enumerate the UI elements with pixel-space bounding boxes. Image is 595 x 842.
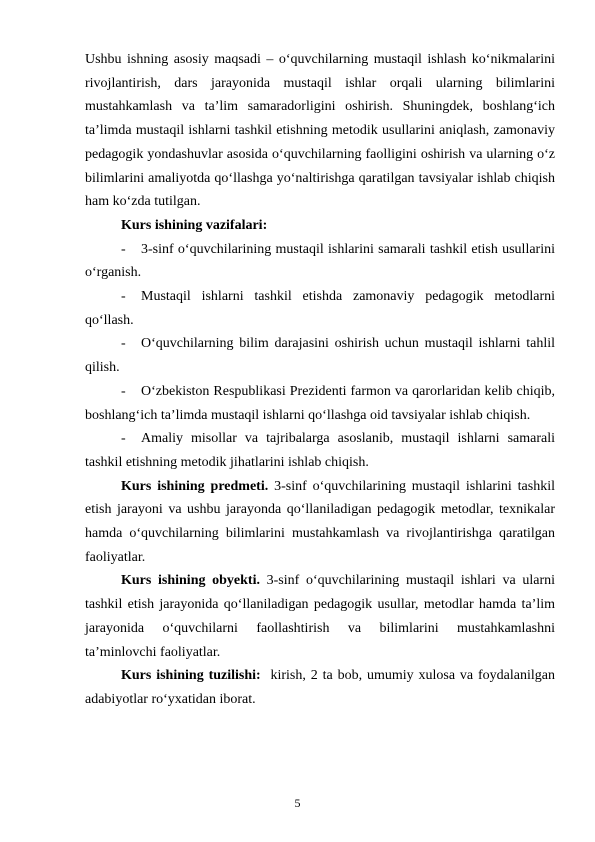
page-number: 5 xyxy=(294,796,301,810)
subject-text: 3-sinf o‘quvchilarining mustaqil ishlarini tashkil etish jarayoni va ushbu jarayonda qo‘llaniladigan pedagogik metodlar, texnikalar hamda o‘quvchilarning bilimlarini mustahkamlash va rivojlantirishga qaratilgan faoliyatlar. xyxy=(85,478,555,565)
task-text: Amaliy misollar va tajribalarga asoslanib, mustaqil ishlarni samarali tashkil etishning metodik jihatlarini ishlab chiqish. xyxy=(85,431,555,470)
task-text: 3-sinf o‘quvchilarining mustaqil ishlarini samarali tashkil etish usullarini o‘rganish. xyxy=(85,241,555,281)
dash-marker: - xyxy=(121,336,126,352)
task-text: O‘quvchilarning bilim darajasini oshirish uchun mustaqil ishlarni tahlil qilish. xyxy=(85,336,555,376)
dash-marker: - xyxy=(121,383,126,399)
subject-paragraph xyxy=(85,475,555,570)
object-text: 3-sinf o‘quvchilarining mustaqil ishlari va ularni tashkil etish jarayonida qo‘llaniladigan pedagogik usullar, metodlar hamda ta’lim jarayonida o‘quvchilarni faollashtirish va bilimlarini mustahkamlashni ta’minlovchi faoliyatlar. xyxy=(85,573,556,660)
intro-paragraph: Ushbu ishning asosiy maqsadi – o‘quvchilarning mustaqil ishlash ko‘nikmalarini rivojlantirish, dars jarayonida mustaqil ishlar orqali ularning bilimlarini mustahkamlash va ta’lim samaradorligini oshirish. Shuningdek, boshlang‘ich ta’limda mustaqil ishlarni tashkil etishning metodik usullarini aniqlash, zamonaviy pedagogik yondashuvlar asosida o‘quvchilarning faolligini oshirish va ularning o‘z bilimlarini amaliyotda qo‘llashga yo‘naltirishga qaratilgan tavsiyalar ishlab chiqish ham ko‘zda tutilgan. xyxy=(85,52,555,210)
object-paragraph xyxy=(85,569,555,664)
structure-label: Kurs ishining tuzilishi: xyxy=(121,668,261,684)
object-label: Kurs ishining obyekti. xyxy=(121,573,260,589)
task-item xyxy=(85,332,555,379)
document-body xyxy=(85,48,559,712)
tasks-heading: Kurs ishining vazifalari: xyxy=(121,217,268,233)
task-item xyxy=(85,427,555,474)
task-text: O‘zbekiston Respublikasi Prezidenti farmon va qarorlaridan kelib chiqib, boshlang‘ich ta’limda mustaqil ishlarni qo‘llashga oid tavsiyalar ishlab chiqish. xyxy=(85,383,555,423)
task-item xyxy=(85,380,555,427)
subject-label: Kurs ishining predmeti. xyxy=(121,478,269,494)
dash-marker: - xyxy=(121,289,126,305)
task-text: Mustaqil ishlarni tashkil etishda zamonaviy pedagogik metodlarni qo‘llash. xyxy=(85,289,555,328)
task-item xyxy=(85,285,555,332)
dash-marker: - xyxy=(121,431,126,447)
structure-paragraph xyxy=(85,664,559,711)
structure-text: kirish, 2 ta bob, umumiy xulosa va foydalanilgan adabiyotlar ro‘yxatidan iborat. xyxy=(85,668,559,707)
dash-marker: - xyxy=(121,241,126,257)
task-item xyxy=(85,238,555,285)
